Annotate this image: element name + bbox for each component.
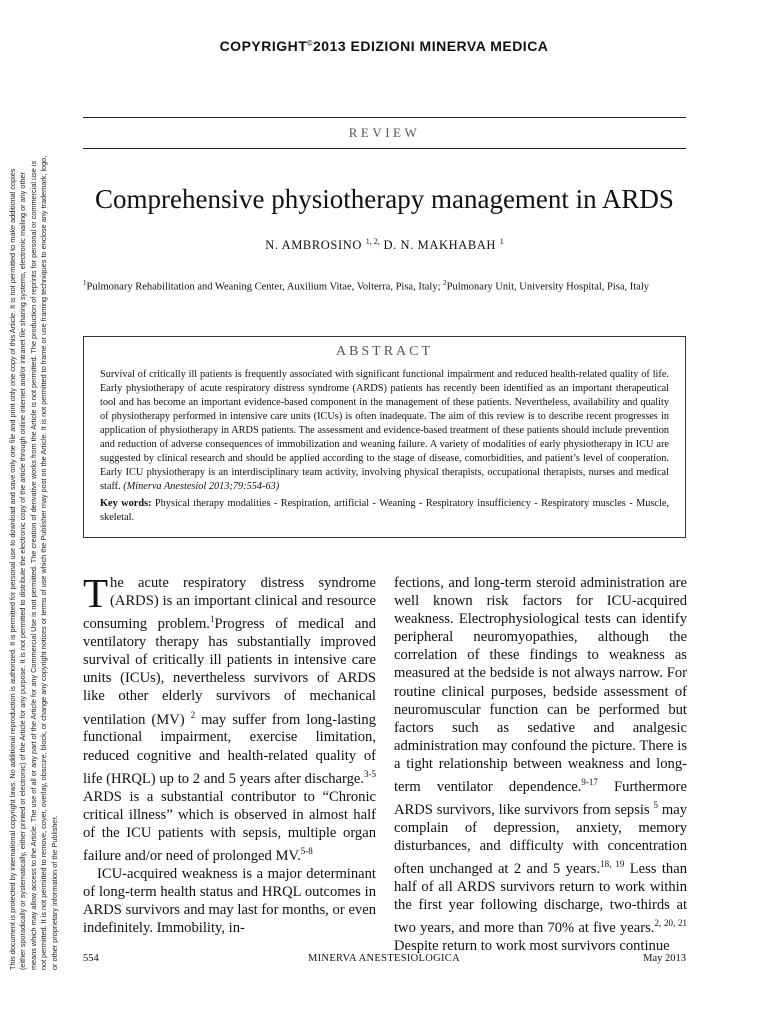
section-rule-bottom [83,148,686,149]
affiliation-ref: 1 [83,279,87,287]
author-affiliation-ref: 1 [499,237,504,246]
page-number: 554 [83,953,99,964]
citation-ref: 5 [653,799,658,810]
keywords-label: Key words: [100,498,152,509]
side-notice-line: means which may allow access to the Article. The use of all or any part of the Article for any Commercial Use is not permitted. The creation of derivative works from the Article is not permitted. The production of reprints for personal or commercial use is [28,160,38,970]
affiliation-ref: 2 [443,279,447,287]
body-text: Less than half of all ARDS survivors return to work within the first year following discharge, two-thirds at two years, and more than 70% at five years. [394,860,687,937]
body-text: may complain of depression, anxiety, memory disturbances, and difficulty with concentration often unchanged at 2 and 5 years. [394,801,687,877]
body-text: Progress of medical and ventilatory therapy has substantially improved survival of critically ill patients in intensive care units (ICUs), nevertheless survivors of ARDS like other elderly survivors of mechanical ventilation (MV) [83,616,376,728]
citation-ref: 1 [209,614,215,625]
body-text: may suffer from long-lasting functional impairment, exercise limitation, reduced cognitive and health-related quality of life (HRQL) up to 2 and 5 years after discharge. [83,711,376,787]
affiliation-text: Pulmonary Unit, University Hospital, Pisa, Italy [446,281,650,293]
abstract-citation: (Minerva Anestesiol 2013;79:554-63) [123,481,280,492]
author-affiliation-ref: 1, 2, [365,237,380,246]
body-text: fections, and long-term steroid administration are well known risk factors for ICU-acquired weakness. Electrophysiological tests can identify peripheral neuromyopathies, although the correlation of these findings to weakness as measured at the bedside is not always narrow. For routine clinical purposes, bedside assessment of neuromuscular function can be performed but factors such as sedative and analgesic administration may confound the picture. There is a tight relationship between weakness and long-term ventilator dependence. [394,575,687,795]
copyright-rest: 2013 EDIZIONI MINERVA MEDICA [312,38,549,54]
affiliation-text: Pulmonary Rehabilitation and Weaning Center, Auxilium Vitae, Volterra, Pisa, Italy; [86,281,444,293]
body-column-right [394,574,687,955]
affiliations [83,276,686,295]
abstract-heading: ABSTRACT [335,344,434,359]
section-rule-top [83,117,686,118]
side-copyright-notice [8,40,60,970]
body-text: he acute respiratory distress syndrome (ARDS) is an important clinical and resource consuming problem. [83,575,376,633]
citation-ref: 2 [190,709,196,720]
body-paragraph [394,574,687,955]
citation-ref: 18, 19 [600,859,625,870]
citation-ref: 3-5 [364,768,376,779]
keywords-text: Physical therapy modalities - Respiration, artificial - Weaning - Respiratory insufficiency - Respiratory muscles - Muscle, skeletal. [100,498,669,523]
body-text: Despite return to work most survivors continue [394,938,670,955]
author-name: N. AMBROSINO [265,238,363,253]
citation-ref: 2, 20, 21 [654,918,687,929]
body-paragraph [83,570,376,865]
journal-name: MINERVA ANESTESIOLOGICA [308,953,460,964]
body-paragraph: ICU-acquired weakness is a major determinant of long-term health status and HRQL outcomes in ARDS survivors and may last for months, or even indefinitely. Immobility, in- [83,865,376,937]
drop-cap: T [83,570,109,616]
side-notice-line: or other proprietary information of the Publisher. [49,815,59,970]
body-text: ARDS is a substantial contributor to “Chronic critical illness” which is observed in almost half of the ICU patients with sepsis, multiple organ failure and/or need of prolonged MV. [83,788,376,864]
issue-date: May 2013 [643,953,686,964]
side-notice-line: not permitted. It is not permitted to remove, cover, overlay, obscure, block, or change any copyright notices or terms of use which the Publisher may post on the Article. It is not permitted to frame or use framing techniques to enclose any trademark, logo, [39,155,49,970]
body-text: Furthermore ARDS survivors, like survivors from sepsis [394,778,687,818]
copyright-notice [0,38,768,54]
author-name: D. N. MAKHABAH [383,238,497,253]
side-notice-line: This document is protected by international copyright laws. No additional reproduction is authorized. It is permitted for personal use to download and save only one file and print only one copy of this Article. It is not permitted to make additional copies [8,168,17,970]
citation-ref: 5-8 [300,845,313,856]
copyright-mark: © [307,40,313,48]
section-label: REVIEW [348,125,421,140]
abstract-text: Survival of critically ill patients is frequently associated with significant functional impairment and reduced health-related quality of life. Early physiotherapy of acute respiratory distress syndrome (ARDS) patients has recently been identified as an important therapeutical tool and has become an important evidence-based component in the management of these patients. Nevertheless, availability and quality of physiotherapy performed in intensive care units (ICUs) is often inadequate. The aim of this review is to describe recent progresses in application of physiotherapy in ARDS patients. The assessment and evidence-based treatment of these patients should include prevention and reduction of adverse consequences of immobilization and weaning failure. A variety of modalities of early physiotherapy in ICU are suggested by clinical research and should be applied according to the stage of disease, comorbidities, and patient’s level of cooperation. Early ICU physiotherapy is an interdisciplinary team activity, involving physical therapists, occupational therapists, nurses and medical staff. [100,369,669,492]
keywords [100,497,669,525]
abstract-box [83,336,686,538]
author-list [83,237,686,253]
citation-ref: 9-17 [581,777,598,788]
body-column-left [83,570,376,937]
article-title: Comprehensive physiotherapy management in ARDS [95,184,674,214]
abstract-body [100,368,669,494]
copyright-prefix: COPYRIGHT [219,38,308,54]
side-notice-line: (either sporadically or systematically, either printed or electronic) of the Article for any purpose. It is not permitted to distribute the electronic copy of the article through online internet and/or intranet file sharing systems, electronic mailing or any other [18,171,28,970]
